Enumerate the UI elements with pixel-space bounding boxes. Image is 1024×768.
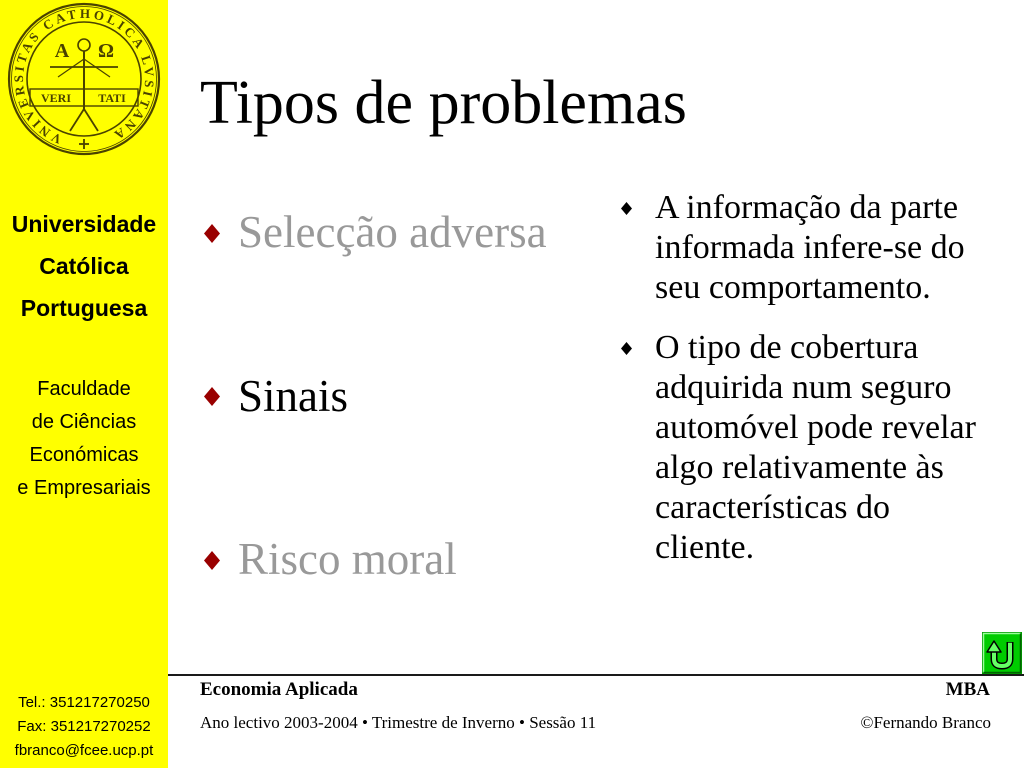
program-name: MBA <box>945 679 990 700</box>
explanation-list <box>655 188 985 568</box>
contact-fax: Fax: 351217270252 <box>17 718 151 735</box>
topic-item: Selecção adversa <box>238 207 547 257</box>
sidebar <box>0 0 168 768</box>
slide-title: Tipos de problemas <box>200 69 687 137</box>
explanation-text: A informação da parte informada infere-se do seu comportamento. <box>655 189 965 306</box>
diamond-bullet-icon <box>204 224 220 243</box>
return-button[interactable] <box>982 632 1022 674</box>
contact-email: fbranco@fcee.ucp.pt <box>14 742 154 759</box>
seal-drawing <box>9 4 159 154</box>
contact-phone: Tel.: 351217270250 <box>18 694 150 711</box>
diamond-bullet-icon <box>204 387 220 406</box>
university-name-line: Católica <box>39 253 129 279</box>
diamond-bullet-icon <box>621 202 632 215</box>
explanation-item <box>655 328 985 568</box>
faculty-name-line: Económicas <box>29 444 139 466</box>
seal-omega: Ω <box>97 40 115 62</box>
contact-info <box>0 691 168 763</box>
university-name-line: Portuguesa <box>20 295 148 321</box>
university-name-line: Universidade <box>11 211 157 237</box>
explanation-text: O tipo de cobertura adquirida num seguro automóvel pode revelar algo relativamente às características do cliente. <box>655 329 976 566</box>
seal-motto-left: VERI <box>40 91 72 105</box>
university-name <box>0 203 168 329</box>
faculty-name <box>0 373 168 505</box>
return-icon <box>982 632 1022 674</box>
faculty-name-line: Faculdade <box>37 378 131 400</box>
faculty-name-line: e Empresariais <box>17 477 151 499</box>
session-info: Ano lectivo 2003-2004 • Trimestre de Inverno • Sessão 11 <box>200 713 597 732</box>
explanation-item <box>655 188 985 308</box>
topic-item: Sinais <box>238 371 349 421</box>
university-seal-logo <box>4 1 164 157</box>
course-name: Economia Aplicada <box>200 679 358 700</box>
seal-motto-right: TATI <box>98 91 126 105</box>
diamond-bullet-icon <box>621 342 632 355</box>
seal-ring-text-path: VNIVERSITAS CATHOLICA LVSITANA <box>10 5 158 148</box>
topic-item: Risco moral <box>238 534 457 584</box>
seal-alpha: A <box>54 40 70 62</box>
faculty-name-line: de Ciências <box>31 411 137 433</box>
footer-divider <box>168 674 1024 676</box>
author-credit: ©Fernando Branco <box>860 713 991 732</box>
diamond-bullet-icon <box>204 551 220 570</box>
